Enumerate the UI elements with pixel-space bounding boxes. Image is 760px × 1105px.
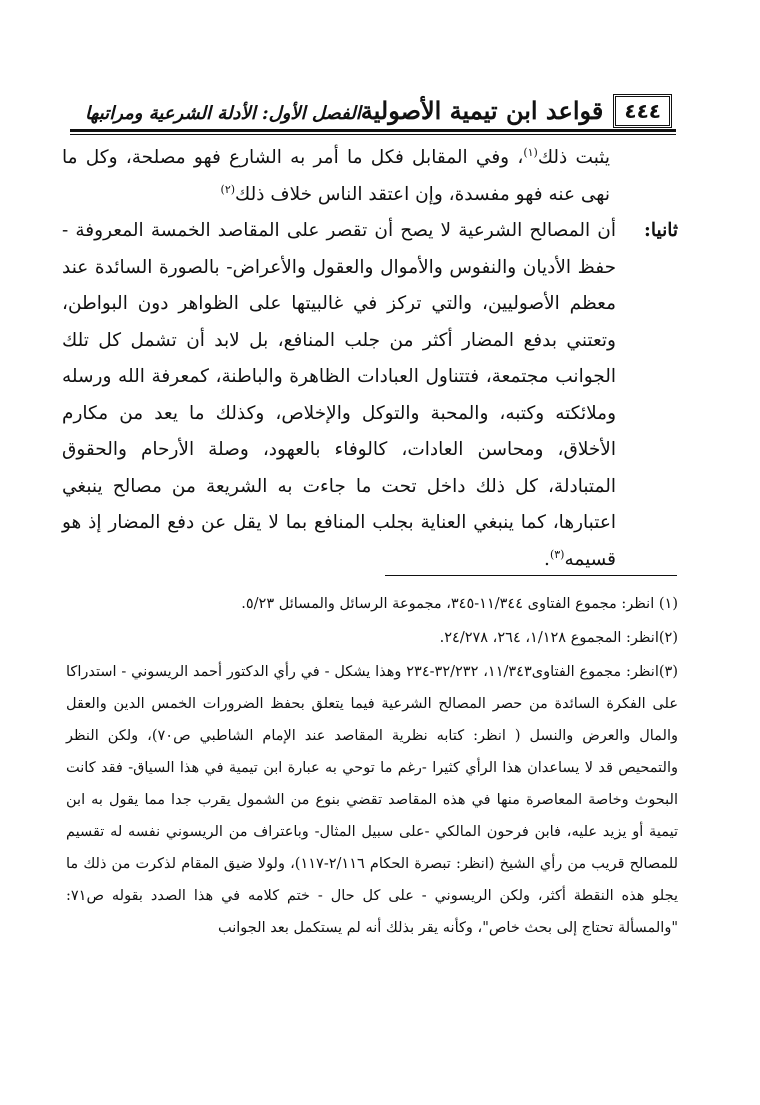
paragraph-end: . (544, 548, 550, 570)
point-label: ثانيا: (644, 220, 678, 241)
header-right-group (361, 94, 672, 128)
footnote-item: (١) انظر: مجموع الفتاوى ١١/٣٤٤-٣٤٥، مجموعة الرسائل والمسائل ٥/٢٣. (241, 596, 678, 612)
paragraph-text: ، وفي المقابل فكل ما أمر به الشارع فهو مصلحة، وكل ما نهى عنه فهو مفسدة، وإن اعتقد الناس خلاف ذلك (62, 147, 610, 205)
paragraph-text: أن المصالح الشرعية لا يصح أن تقصر على المقاصد الخمسة المعروفة - حفظ الأديان والنفوس والأموال والعقول والأعراض- بالصورة السائدة عند معظم الأصوليين، والتي تركز في غالبيتها على الظواهر دون البواطن، وتعتني بدفع المضار أكثر من جلب المنافع، بل لابد أن تشمل كل تلك الجوانب مجتمعة، فتتناول العبادات الظاهرة والباطنة، كمعرفة الله ورسله وملائكته وكتبه، والمحبة والتوكل والإخلاص، وكذلك ما يعد من مكارم الأخلاق، ومحاسن العادات، كالوفاء بالعهود، وصلة الأرحام والحقوق المتبادلة، كل ذلك داخل تحت ما جاءت به الشريعة من مصالح ينبغي اعتبارها، كما ينبغي العناية بجلب المنافع بما لا يقل عن دفع المضار إذ هو قسيمه (62, 220, 616, 570)
footnote-separator (385, 575, 677, 576)
paragraph-text: يثبت ذلك (537, 147, 611, 168)
running-header (84, 86, 672, 128)
chapter-title: الفصل الأول: الأدلة الشرعية ومراتبها (84, 103, 361, 124)
footnote-item: (٢)انظر: المجموع ١/١٢٨، ٢٦٤، ٢٤/٢٧٨. (439, 630, 678, 646)
footnote-ref: (١) (523, 145, 538, 159)
point-paragraph (62, 213, 616, 578)
footnote-ref: (٣) (549, 547, 565, 561)
footnote-item: (٣)انظر: مجموع الفتاوى١١/٣٤٣، ٣٢/٢٣٢-٢٣٤ وهذا يشكل - في رأي الدكتور أحمد الريسوني - استدراكا على الفكرة السائدة من حصر المصالح الشرعية فيما يتعلق بحفظ الضرورات الخمس الدين والعقل والمال والعرض والنسل ( انظر: كتابه نظرية المقاصد عند الإمام الشاطبي ص٧٠)، ولكن النظر والتمحيص قد لا يساعدان هذا الرأي كثيرا -رغم ما توحي به عبارة ابن تيمية في هذا السياق- فقد كانت البحوث وخاصة المعاصرة منها في هذه المقاصد تقضي بنوع من الشمول يقرب جدا مما يقول به ابن تيمية أو يزيد عليه، فابن فرحون المالكي -على سبيل المثال- وباعتراف من الريسوني نفسه له تقسيم للمصالح قريب من رأي الشيخ (انظر: تبصرة الحكام ٢/١١٦-١١٧)، ولولا ضيق المقام لذكرت من ذلك ما يجلو هذه النقطة أكثر، ولكن الريسوني - على كل حال - ختم كلامه في هذا الصدد بقوله ص٧١: "والمسألة تحتاج إلى بحث خاص"، وكأنه يقر بذلك أنه لم يستكمل بعد الجوانب (66, 664, 679, 936)
paragraph-continued (62, 140, 678, 213)
header-divider-thin (70, 134, 676, 135)
page-number: ٤٤٤ (613, 94, 672, 128)
footnotes (66, 588, 678, 944)
main-text (62, 140, 678, 578)
footnote-ref: (٢) (220, 182, 236, 196)
book-title: قواعد ابن تيمية الأصولية (360, 96, 604, 125)
header-divider (70, 129, 676, 132)
numbered-point (62, 213, 678, 578)
